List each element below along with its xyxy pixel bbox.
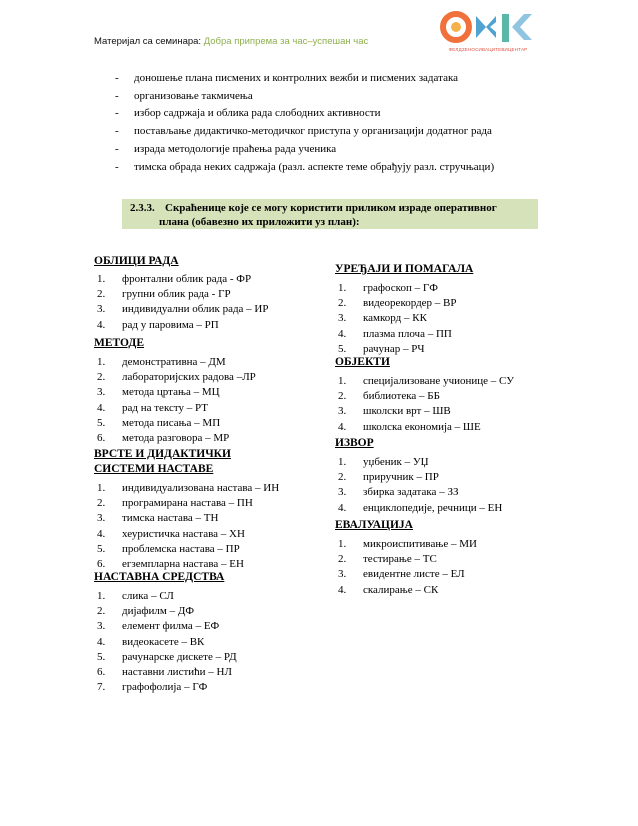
list-text: евидентне листе – ЕЛ: [363, 568, 465, 581]
list-item: [335, 470, 502, 485]
list-text: збирка задатака – ЗЗ: [363, 486, 459, 499]
list-number: 1.: [338, 456, 347, 468]
list-text: индивидуални облик рада – ИР: [122, 303, 269, 316]
list-number: 4.: [97, 401, 106, 414]
logo-caption: ФЕЛДЗЕНОСИВАЦИТЕВИЦЕНТАР: [448, 47, 528, 52]
list-text: графофолија – ГФ: [122, 681, 208, 694]
list-text: рачунарске дискете – РД: [122, 650, 237, 663]
list-number: 6.: [97, 432, 106, 445]
list-number: 4.: [338, 583, 347, 596]
list-number: 4.: [97, 635, 106, 648]
list-number: 1.: [97, 590, 106, 602]
list-item: [94, 589, 237, 604]
list-number: 7.: [97, 681, 106, 694]
task-item: - избор садржаја и облика рада слободних активности: [112, 105, 494, 123]
list-item: [94, 665, 237, 680]
list-text: рачунар – РЧ: [363, 342, 425, 355]
list-item: [94, 370, 256, 385]
heading-metode: МЕТОДЕ: [94, 337, 144, 349]
list-text: видеокасете – ВК: [122, 635, 205, 648]
list-text: метода разговора – МР: [122, 432, 230, 445]
list-number: 4.: [338, 420, 347, 433]
logo-mark-icon: [440, 10, 536, 50]
list-text: фронтални облик рада - ФР: [122, 273, 252, 285]
task-item: - организовање такмичења: [112, 88, 494, 106]
section-title-line1: Скраћенице које се могу користити приликом израде оперативног: [165, 202, 497, 214]
list-text: приручник – ПР: [363, 471, 439, 484]
list-item: [335, 404, 514, 419]
list-item: [94, 511, 279, 526]
list-item: [94, 302, 269, 317]
list-text: елемент филма – ЕФ: [122, 620, 220, 633]
list-objekti: [335, 374, 514, 435]
list-metode: [94, 355, 256, 446]
list-text: камкорд – КК: [363, 312, 427, 325]
list-number: 3.: [338, 568, 347, 581]
list-number: 1.: [338, 375, 347, 387]
list-text: микроиспитивање – МИ: [363, 538, 477, 550]
list-number: 2.: [97, 371, 106, 384]
list-number: 3.: [338, 405, 347, 418]
list-item: [94, 401, 256, 416]
heading-vrste-line2: СИСТЕМИ НАСТАВЕ: [94, 463, 214, 475]
list-number: 4.: [97, 318, 106, 331]
list-text: тимска настава – ТН: [122, 512, 219, 525]
section-heading: [122, 199, 538, 229]
list-text: дијафилм – ДФ: [122, 605, 195, 618]
list-text: енциклопедије, речници – ЕН: [363, 501, 503, 514]
list-text: рад на тексту – РТ: [122, 401, 209, 414]
list-number: 1.: [97, 273, 106, 285]
list-item: [94, 635, 237, 650]
list-text: метода цртања – МЦ: [122, 386, 220, 399]
list-number: 3.: [338, 486, 347, 499]
list-number: 2.: [338, 471, 347, 484]
list-number: 4.: [97, 527, 106, 540]
list-text: школски врт – ШВ: [363, 405, 451, 418]
list-number: 6.: [97, 558, 106, 571]
list-number: 3.: [97, 512, 106, 525]
list-number: 4.: [338, 327, 347, 340]
list-item: [94, 496, 279, 511]
list-item: [94, 385, 256, 400]
list-number: 3.: [338, 312, 347, 325]
list-text: видеорекордер – ВР: [363, 297, 457, 310]
list-text: скалирање – СК: [363, 583, 439, 596]
list-text: уџбеник – УЏ: [363, 456, 429, 468]
list-item: [335, 296, 457, 311]
list-item: [335, 485, 502, 500]
header-prefix: Материјал са семинара:: [94, 36, 204, 47]
list-number: 2.: [338, 390, 347, 403]
list-item: [94, 680, 237, 695]
section-number: 2.3.3.: [130, 202, 155, 214]
list-text: слика – СЛ: [122, 590, 174, 602]
page-header: [94, 36, 368, 47]
list-text: индивидуализована настава – ИН: [122, 482, 280, 494]
list-evaluacija: [335, 537, 477, 598]
center-logo: [440, 10, 536, 56]
list-number: 1.: [338, 282, 347, 294]
list-text: лабораторијских радова –ЛР: [122, 371, 256, 384]
list-item: [94, 416, 256, 431]
header-dash: –: [307, 36, 313, 47]
list-text: групни облик рада - ГР: [122, 288, 231, 301]
list-oblici-rada: [94, 272, 269, 333]
task-item: - постављање дидактичко-методичког приступа у организацији додатног рада: [112, 123, 494, 141]
list-item: [335, 281, 457, 296]
list-text: наставни листићи – НЛ: [122, 666, 232, 679]
list-number: 1.: [97, 356, 106, 368]
list-text: специјализоване учионице – СУ: [363, 375, 515, 387]
list-item: [335, 583, 477, 598]
section-title-line2: плана (обавезно их приложити уз план):: [159, 216, 360, 228]
list-text: егземпларна настава – ЕН: [122, 558, 244, 571]
list-item: [94, 604, 237, 619]
list-number: 5.: [97, 416, 106, 429]
list-item: [335, 311, 457, 326]
header-part2: успешан час: [312, 36, 369, 47]
list-number: 1.: [338, 538, 347, 550]
list-item: [335, 389, 514, 404]
list-text: метода писања – МП: [122, 416, 221, 429]
list-number: 2.: [97, 497, 106, 510]
list-number: 3.: [97, 303, 106, 316]
list-number: 3.: [97, 386, 106, 399]
list-text: хеуристичка настава – ХН: [122, 527, 245, 540]
list-text: тестирање – ТС: [363, 553, 437, 566]
list-number: 2.: [338, 553, 347, 566]
list-number: 2.: [97, 605, 106, 618]
list-text: програмирана настава – ПН: [122, 497, 253, 510]
heading-evaluacija: ЕВАЛУАЦИЈА: [335, 519, 413, 531]
list-number: 4.: [338, 501, 347, 514]
list-vrste-nastave: [94, 481, 279, 572]
list-item: [94, 481, 279, 496]
list-number: 2.: [338, 297, 347, 310]
list-item: [335, 374, 514, 389]
list-number: 3.: [97, 620, 106, 633]
heading-oblici-rada: ОБЛИЦИ РАДА: [94, 255, 179, 267]
list-item: [335, 327, 457, 342]
list-number: 5.: [97, 542, 106, 555]
task-item: - израда методологије праћења рада ученика: [112, 141, 494, 159]
list-item: [94, 431, 256, 446]
list-number: 6.: [97, 666, 106, 679]
heading-vrste-line1: ВРСТЕ И ДИДАКТИЧКИ: [94, 448, 231, 460]
list-number: 2.: [97, 288, 106, 301]
list-text: школска економија – ШЕ: [363, 420, 481, 433]
heading-izvor: ИЗВОР: [335, 437, 374, 449]
list-item: [335, 501, 502, 516]
list-number: 1.: [97, 482, 106, 494]
list-item: [94, 619, 237, 634]
list-item: [94, 650, 237, 665]
list-text: графоскоп – ГФ: [363, 282, 438, 294]
list-item: [335, 420, 514, 435]
list-number: 5.: [97, 650, 106, 663]
list-item: [94, 542, 279, 557]
task-item: - доношење плана писмених и контролних вежби и писмених задатака: [112, 70, 494, 88]
list-item: [335, 552, 477, 567]
list-number: 5.: [338, 342, 347, 355]
header-part1: Добра припрема за час: [203, 36, 308, 47]
list-item: [94, 527, 279, 542]
list-item: [335, 455, 502, 470]
heading-objekti: ОБЈЕКТИ: [335, 356, 390, 368]
list-item: [335, 567, 477, 582]
list-text: проблемска настава – ПР: [122, 542, 240, 555]
task-item: - тимска обрада неких садржаја (разл. аспекте теме обрађују разл. стручњаци): [112, 159, 494, 177]
heading-nastavna-sredstva: НАСТАВНА СРЕДСТВА: [94, 571, 225, 583]
list-text: демонстративна – ДМ: [122, 356, 226, 368]
list-item: [335, 537, 477, 552]
list-text: плазма плоча – ПП: [363, 327, 452, 340]
heading-uredjaji: УРЕЂАЈИ И ПОМАГАЛА: [335, 263, 474, 275]
list-text: рад у паровима – РП: [122, 318, 219, 331]
list-item: [94, 355, 256, 370]
task-list: [112, 70, 494, 176]
list-item: [94, 287, 269, 302]
list-uredjaji: [335, 281, 457, 357]
list-text: библиотека – ББ: [363, 390, 440, 403]
list-izvor: [335, 455, 502, 516]
list-item: [94, 272, 269, 287]
list-nastavna-sredstva: [94, 589, 237, 695]
list-item: [94, 318, 269, 333]
